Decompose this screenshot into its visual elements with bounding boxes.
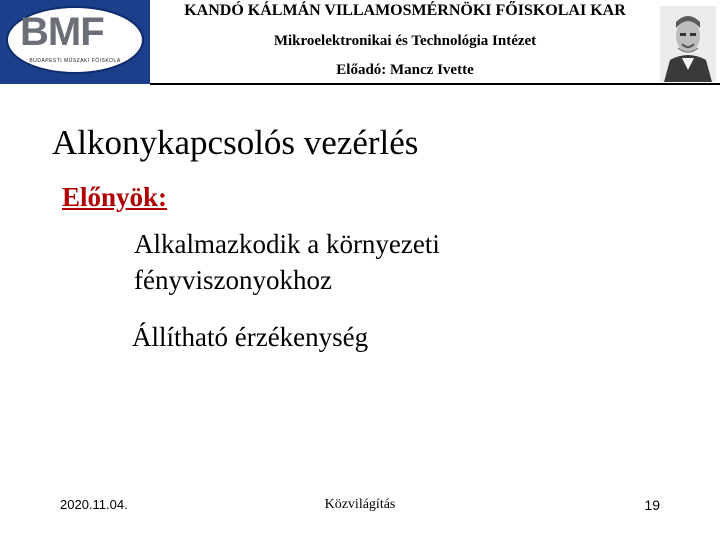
portrait-image	[660, 6, 716, 82]
logo-subtext: BUDAPESTI MŰSZAKI FŐISKOLA	[29, 58, 121, 64]
logo-text: BMF	[20, 10, 104, 54]
institute-name: Mikroelektronikai és Technológia Intézet	[273, 33, 537, 49]
page-number: 19	[644, 497, 660, 513]
advantages-heading: Előnyök:	[62, 182, 168, 212]
bullet-item: Állítható érzékenység	[132, 322, 369, 352]
slide-header	[0, 0, 720, 84]
slide-title: Alkonykapcsolós vezérlés	[52, 123, 419, 162]
faculty-name: KANDÓ KÁLMÁN VILLAMOSMÉRNÖKI FŐISKOLAI KAR	[184, 2, 626, 19]
bullet-item: Alkalmazkodik a környezeti fényviszonyokhoz	[134, 229, 440, 295]
bmf-logo	[0, 0, 150, 84]
header-title-block	[150, 0, 660, 84]
header-divider	[150, 83, 720, 85]
footer-date: 2020.11.04.	[60, 497, 128, 512]
footer-topic: Közvilágítás	[324, 497, 396, 512]
lecturer-name: Előadó: Mancz Ivette	[336, 62, 474, 78]
